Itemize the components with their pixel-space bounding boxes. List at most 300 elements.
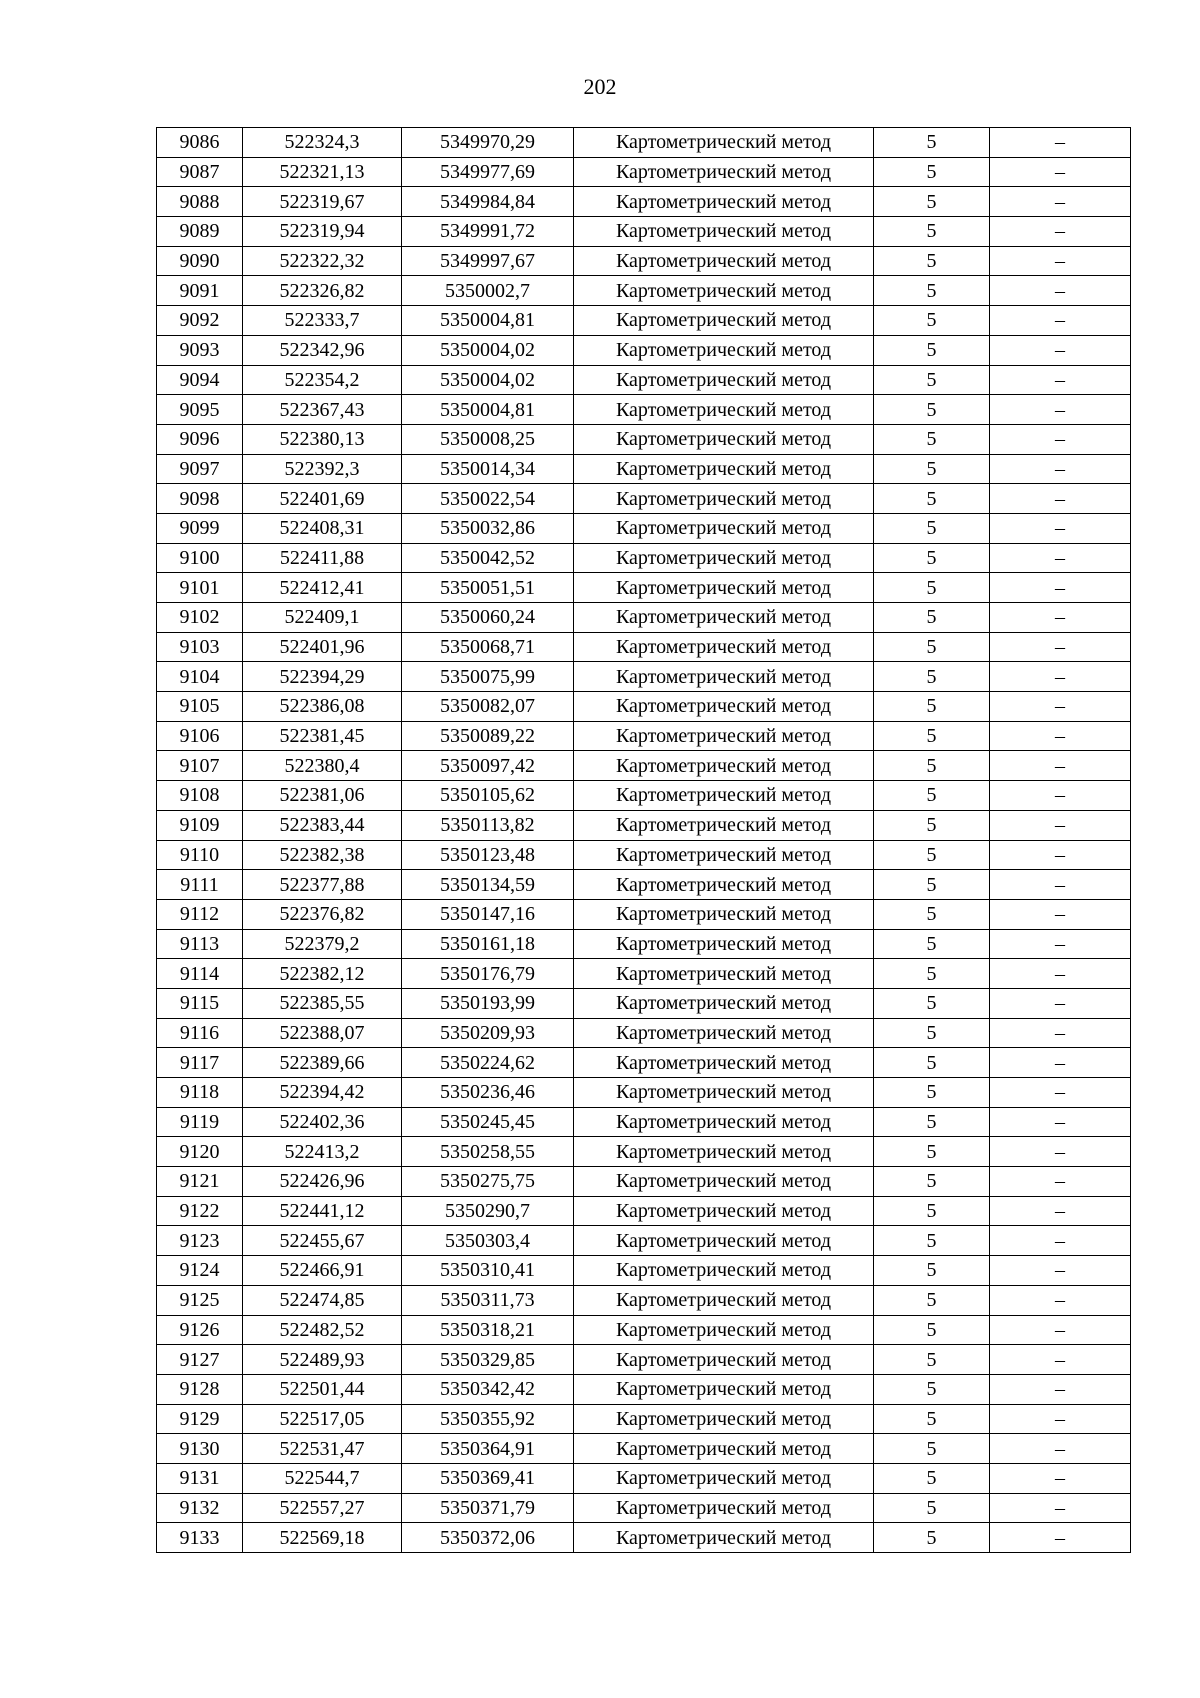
y-coordinate-cell: 5350372,06 [402, 1523, 574, 1553]
table-row [157, 781, 1131, 811]
y-coordinate-cell: 5350303,4 [402, 1226, 574, 1256]
description-cell: – [990, 128, 1131, 158]
x-coordinate-cell: 522322,32 [243, 246, 402, 276]
x-coordinate-cell: 522466,91 [243, 1256, 402, 1286]
point-number-cell: 9094 [157, 365, 243, 395]
accuracy-cell: 5 [874, 899, 990, 929]
accuracy-cell: 5 [874, 870, 990, 900]
description-cell: – [990, 632, 1131, 662]
method-cell: Картометрический метод [574, 929, 874, 959]
y-coordinate-cell: 5350161,18 [402, 929, 574, 959]
accuracy-cell: 5 [874, 959, 990, 989]
description-cell: – [990, 1078, 1131, 1108]
point-number-cell: 9132 [157, 1493, 243, 1523]
y-coordinate-cell: 5350209,93 [402, 1018, 574, 1048]
description-cell: – [990, 454, 1131, 484]
table-row [157, 454, 1131, 484]
accuracy-cell: 5 [874, 1167, 990, 1197]
table-row [157, 840, 1131, 870]
point-number-cell: 9126 [157, 1315, 243, 1345]
method-cell: Картометрический метод [574, 128, 874, 158]
accuracy-cell: 5 [874, 1463, 990, 1493]
point-number-cell: 9100 [157, 543, 243, 573]
method-cell: Картометрический метод [574, 721, 874, 751]
y-coordinate-cell: 5349991,72 [402, 217, 574, 247]
description-cell: – [990, 1048, 1131, 1078]
y-coordinate-cell: 5349970,29 [402, 128, 574, 158]
x-coordinate-cell: 522326,82 [243, 276, 402, 306]
method-cell: Картометрический метод [574, 840, 874, 870]
method-cell: Картометрический метод [574, 187, 874, 217]
point-number-cell: 9106 [157, 721, 243, 751]
point-number-cell: 9107 [157, 751, 243, 781]
accuracy-cell: 5 [874, 1137, 990, 1167]
description-cell: – [990, 424, 1131, 454]
x-coordinate-cell: 522409,1 [243, 603, 402, 633]
point-number-cell: 9128 [157, 1374, 243, 1404]
method-cell: Картометрический метод [574, 306, 874, 336]
description-cell: – [990, 1256, 1131, 1286]
point-number-cell: 9123 [157, 1226, 243, 1256]
x-coordinate-cell: 522557,27 [243, 1493, 402, 1523]
accuracy-cell: 5 [874, 1107, 990, 1137]
table-row [157, 1226, 1131, 1256]
method-cell: Картометрический метод [574, 395, 874, 425]
point-number-cell: 9116 [157, 1018, 243, 1048]
method-cell: Картометрический метод [574, 1493, 874, 1523]
y-coordinate-cell: 5350002,7 [402, 276, 574, 306]
x-coordinate-cell: 522321,13 [243, 157, 402, 187]
point-number-cell: 9091 [157, 276, 243, 306]
accuracy-cell: 5 [874, 543, 990, 573]
method-cell: Картометрический метод [574, 276, 874, 306]
method-cell: Картометрический метод [574, 988, 874, 1018]
point-number-cell: 9117 [157, 1048, 243, 1078]
method-cell: Картометрический метод [574, 603, 874, 633]
method-cell: Картометрический метод [574, 1048, 874, 1078]
point-number-cell: 9088 [157, 187, 243, 217]
table-row [157, 543, 1131, 573]
description-cell: – [990, 721, 1131, 751]
x-coordinate-cell: 522380,13 [243, 424, 402, 454]
x-coordinate-cell: 522482,52 [243, 1315, 402, 1345]
description-cell: – [990, 1137, 1131, 1167]
method-cell: Картометрический метод [574, 484, 874, 514]
method-cell: Картометрический метод [574, 543, 874, 573]
y-coordinate-cell: 5350004,02 [402, 365, 574, 395]
table-row [157, 988, 1131, 1018]
point-number-cell: 9114 [157, 959, 243, 989]
method-cell: Картометрический метод [574, 1078, 874, 1108]
point-number-cell: 9112 [157, 899, 243, 929]
description-cell: – [990, 988, 1131, 1018]
accuracy-cell: 5 [874, 1078, 990, 1108]
description-cell: – [990, 365, 1131, 395]
accuracy-cell: 5 [874, 484, 990, 514]
method-cell: Картометрический метод [574, 662, 874, 692]
accuracy-cell: 5 [874, 276, 990, 306]
y-coordinate-cell: 5350134,59 [402, 870, 574, 900]
method-cell: Картометрический метод [574, 335, 874, 365]
accuracy-cell: 5 [874, 246, 990, 276]
y-coordinate-cell: 5350022,54 [402, 484, 574, 514]
description-cell: – [990, 662, 1131, 692]
x-coordinate-cell: 522333,7 [243, 306, 402, 336]
method-cell: Картометрический метод [574, 1463, 874, 1493]
y-coordinate-cell: 5350097,42 [402, 751, 574, 781]
point-number-cell: 9101 [157, 573, 243, 603]
point-number-cell: 9104 [157, 662, 243, 692]
accuracy-cell: 5 [874, 692, 990, 722]
y-coordinate-cell: 5350014,34 [402, 454, 574, 484]
point-number-cell: 9108 [157, 781, 243, 811]
accuracy-cell: 5 [874, 1048, 990, 1078]
accuracy-cell: 5 [874, 721, 990, 751]
method-cell: Картометрический метод [574, 1404, 874, 1434]
x-coordinate-cell: 522342,96 [243, 335, 402, 365]
table-row [157, 1345, 1131, 1375]
x-coordinate-cell: 522569,18 [243, 1523, 402, 1553]
table-row [157, 365, 1131, 395]
table-row [157, 246, 1131, 276]
table-row [157, 959, 1131, 989]
point-number-cell: 9103 [157, 632, 243, 662]
accuracy-cell: 5 [874, 454, 990, 484]
accuracy-cell: 5 [874, 1226, 990, 1256]
description-cell: – [990, 306, 1131, 336]
point-number-cell: 9096 [157, 424, 243, 454]
accuracy-cell: 5 [874, 632, 990, 662]
table-row [157, 1107, 1131, 1137]
y-coordinate-cell: 5350258,55 [402, 1137, 574, 1167]
table-row [157, 1196, 1131, 1226]
point-number-cell: 9133 [157, 1523, 243, 1553]
method-cell: Картометрический метод [574, 1196, 874, 1226]
point-number-cell: 9087 [157, 157, 243, 187]
method-cell: Картометрический метод [574, 365, 874, 395]
accuracy-cell: 5 [874, 335, 990, 365]
x-coordinate-cell: 522408,31 [243, 513, 402, 543]
description-cell: – [990, 810, 1131, 840]
table-row [157, 1285, 1131, 1315]
y-coordinate-cell: 5350060,24 [402, 603, 574, 633]
table-row [157, 1078, 1131, 1108]
description-cell: – [990, 603, 1131, 633]
point-number-cell: 9099 [157, 513, 243, 543]
method-cell: Картометрический метод [574, 632, 874, 662]
description-cell: – [990, 395, 1131, 425]
point-number-cell: 9122 [157, 1196, 243, 1226]
description-cell: – [990, 1493, 1131, 1523]
x-coordinate-cell: 522544,7 [243, 1463, 402, 1493]
y-coordinate-cell: 5350371,79 [402, 1493, 574, 1523]
method-cell: Картометрический метод [574, 1226, 874, 1256]
x-coordinate-cell: 522426,96 [243, 1167, 402, 1197]
x-coordinate-cell: 522367,43 [243, 395, 402, 425]
x-coordinate-cell: 522517,05 [243, 1404, 402, 1434]
y-coordinate-cell: 5350004,81 [402, 395, 574, 425]
accuracy-cell: 5 [874, 1493, 990, 1523]
accuracy-cell: 5 [874, 1434, 990, 1464]
y-coordinate-cell: 5350310,41 [402, 1256, 574, 1286]
x-coordinate-cell: 522386,08 [243, 692, 402, 722]
x-coordinate-cell: 522413,2 [243, 1137, 402, 1167]
accuracy-cell: 5 [874, 187, 990, 217]
method-cell: Картометрический метод [574, 781, 874, 811]
table-row [157, 1256, 1131, 1286]
x-coordinate-cell: 522455,67 [243, 1226, 402, 1256]
point-number-cell: 9121 [157, 1167, 243, 1197]
x-coordinate-cell: 522474,85 [243, 1285, 402, 1315]
y-coordinate-cell: 5350075,99 [402, 662, 574, 692]
y-coordinate-cell: 5350105,62 [402, 781, 574, 811]
description-cell: – [990, 870, 1131, 900]
point-number-cell: 9130 [157, 1434, 243, 1464]
method-cell: Картометрический метод [574, 1285, 874, 1315]
x-coordinate-cell: 522489,93 [243, 1345, 402, 1375]
point-number-cell: 9097 [157, 454, 243, 484]
y-coordinate-cell: 5350369,41 [402, 1463, 574, 1493]
description-cell: – [990, 692, 1131, 722]
x-coordinate-cell: 522381,06 [243, 781, 402, 811]
table-row [157, 692, 1131, 722]
point-number-cell: 9111 [157, 870, 243, 900]
y-coordinate-cell: 5350082,07 [402, 692, 574, 722]
point-number-cell: 9124 [157, 1256, 243, 1286]
y-coordinate-cell: 5350004,81 [402, 306, 574, 336]
x-coordinate-cell: 522402,36 [243, 1107, 402, 1137]
table-row [157, 721, 1131, 751]
method-cell: Картометрический метод [574, 454, 874, 484]
y-coordinate-cell: 5349977,69 [402, 157, 574, 187]
description-cell: – [990, 1167, 1131, 1197]
x-coordinate-cell: 522531,47 [243, 1434, 402, 1464]
point-number-cell: 9129 [157, 1404, 243, 1434]
accuracy-cell: 5 [874, 1345, 990, 1375]
point-number-cell: 9092 [157, 306, 243, 336]
y-coordinate-cell: 5350123,48 [402, 840, 574, 870]
table-row [157, 573, 1131, 603]
accuracy-cell: 5 [874, 662, 990, 692]
x-coordinate-cell: 522324,3 [243, 128, 402, 158]
point-number-cell: 9093 [157, 335, 243, 365]
table-row [157, 751, 1131, 781]
method-cell: Картометрический метод [574, 1167, 874, 1197]
description-cell: – [990, 157, 1131, 187]
x-coordinate-cell: 522379,2 [243, 929, 402, 959]
table-row [157, 395, 1131, 425]
description-cell: – [990, 1434, 1131, 1464]
description-cell: – [990, 1345, 1131, 1375]
point-number-cell: 9120 [157, 1137, 243, 1167]
x-coordinate-cell: 522383,44 [243, 810, 402, 840]
accuracy-cell: 5 [874, 424, 990, 454]
x-coordinate-cell: 522381,45 [243, 721, 402, 751]
table-row [157, 217, 1131, 247]
accuracy-cell: 5 [874, 781, 990, 811]
description-cell: – [990, 276, 1131, 306]
accuracy-cell: 5 [874, 1523, 990, 1553]
description-cell: – [990, 217, 1131, 247]
x-coordinate-cell: 522388,07 [243, 1018, 402, 1048]
table-row [157, 1463, 1131, 1493]
description-cell: – [990, 1226, 1131, 1256]
x-coordinate-cell: 522401,69 [243, 484, 402, 514]
method-cell: Картометрический метод [574, 1137, 874, 1167]
x-coordinate-cell: 522501,44 [243, 1374, 402, 1404]
table-row [157, 187, 1131, 217]
x-coordinate-cell: 522382,38 [243, 840, 402, 870]
point-number-cell: 9113 [157, 929, 243, 959]
x-coordinate-cell: 522385,55 [243, 988, 402, 1018]
x-coordinate-cell: 522319,67 [243, 187, 402, 217]
point-number-cell: 9098 [157, 484, 243, 514]
description-cell: – [990, 751, 1131, 781]
description-cell: – [990, 1404, 1131, 1434]
table-row [157, 1493, 1131, 1523]
y-coordinate-cell: 5350147,16 [402, 899, 574, 929]
table-row [157, 1048, 1131, 1078]
description-cell: – [990, 1374, 1131, 1404]
x-coordinate-cell: 522392,3 [243, 454, 402, 484]
y-coordinate-cell: 5350113,82 [402, 810, 574, 840]
point-number-cell: 9125 [157, 1285, 243, 1315]
x-coordinate-cell: 522412,41 [243, 573, 402, 603]
accuracy-cell: 5 [874, 929, 990, 959]
accuracy-cell: 5 [874, 1374, 990, 1404]
table-row [157, 929, 1131, 959]
table-row [157, 1434, 1131, 1464]
table-row [157, 1374, 1131, 1404]
x-coordinate-cell: 522401,96 [243, 632, 402, 662]
point-number-cell: 9102 [157, 603, 243, 633]
accuracy-cell: 5 [874, 840, 990, 870]
method-cell: Картометрический метод [574, 899, 874, 929]
accuracy-cell: 5 [874, 988, 990, 1018]
table-row [157, 1137, 1131, 1167]
method-cell: Картометрический метод [574, 246, 874, 276]
accuracy-cell: 5 [874, 395, 990, 425]
description-cell: – [990, 1018, 1131, 1048]
table-row [157, 1167, 1131, 1197]
accuracy-cell: 5 [874, 217, 990, 247]
x-coordinate-cell: 522394,42 [243, 1078, 402, 1108]
method-cell: Картометрический метод [574, 513, 874, 543]
x-coordinate-cell: 522354,2 [243, 365, 402, 395]
accuracy-cell: 5 [874, 365, 990, 395]
description-cell: – [990, 840, 1131, 870]
method-cell: Картометрический метод [574, 1345, 874, 1375]
description-cell: – [990, 1196, 1131, 1226]
table-row [157, 603, 1131, 633]
page-number: 202 [583, 74, 617, 99]
method-cell: Картометрический метод [574, 1018, 874, 1048]
description-cell: – [990, 929, 1131, 959]
accuracy-cell: 5 [874, 128, 990, 158]
point-number-cell: 9119 [157, 1107, 243, 1137]
accuracy-cell: 5 [874, 810, 990, 840]
description-cell: – [990, 959, 1131, 989]
point-number-cell: 9115 [157, 988, 243, 1018]
point-number-cell: 9109 [157, 810, 243, 840]
description-cell: – [990, 187, 1131, 217]
y-coordinate-cell: 5350042,52 [402, 543, 574, 573]
description-cell: – [990, 781, 1131, 811]
y-coordinate-cell: 5350068,71 [402, 632, 574, 662]
x-coordinate-cell: 522319,94 [243, 217, 402, 247]
accuracy-cell: 5 [874, 157, 990, 187]
description-cell: – [990, 1107, 1131, 1137]
point-number-cell: 9105 [157, 692, 243, 722]
table-row [157, 276, 1131, 306]
x-coordinate-cell: 522377,88 [243, 870, 402, 900]
y-coordinate-cell: 5350032,86 [402, 513, 574, 543]
table-row [157, 157, 1131, 187]
y-coordinate-cell: 5350342,42 [402, 1374, 574, 1404]
point-number-cell: 9131 [157, 1463, 243, 1493]
y-coordinate-cell: 5350290,7 [402, 1196, 574, 1226]
accuracy-cell: 5 [874, 306, 990, 336]
description-cell: – [990, 899, 1131, 929]
description-cell: – [990, 1315, 1131, 1345]
table-row [157, 484, 1131, 514]
point-number-cell: 9089 [157, 217, 243, 247]
table-row [157, 1404, 1131, 1434]
accuracy-cell: 5 [874, 573, 990, 603]
point-number-cell: 9127 [157, 1345, 243, 1375]
method-cell: Картометрический метод [574, 1256, 874, 1286]
accuracy-cell: 5 [874, 1018, 990, 1048]
method-cell: Картометрический метод [574, 1107, 874, 1137]
y-coordinate-cell: 5350089,22 [402, 721, 574, 751]
description-cell: – [990, 1285, 1131, 1315]
point-number-cell: 9086 [157, 128, 243, 158]
table-row [157, 1523, 1131, 1553]
method-cell: Картометрический метод [574, 217, 874, 247]
table-row [157, 424, 1131, 454]
y-coordinate-cell: 5349984,84 [402, 187, 574, 217]
x-coordinate-cell: 522394,29 [243, 662, 402, 692]
y-coordinate-cell: 5350004,02 [402, 335, 574, 365]
description-cell: – [990, 246, 1131, 276]
description-cell: – [990, 335, 1131, 365]
method-cell: Картометрический метод [574, 692, 874, 722]
accuracy-cell: 5 [874, 751, 990, 781]
x-coordinate-cell: 522411,88 [243, 543, 402, 573]
point-number-cell: 9095 [157, 395, 243, 425]
method-cell: Картометрический метод [574, 1315, 874, 1345]
accuracy-cell: 5 [874, 1315, 990, 1345]
method-cell: Картометрический метод [574, 870, 874, 900]
y-coordinate-cell: 5350224,62 [402, 1048, 574, 1078]
method-cell: Картометрический метод [574, 424, 874, 454]
table-row [157, 306, 1131, 336]
y-coordinate-cell: 5350275,75 [402, 1167, 574, 1197]
table-row [157, 810, 1131, 840]
description-cell: – [990, 513, 1131, 543]
y-coordinate-cell: 5350051,51 [402, 573, 574, 603]
y-coordinate-cell: 5350245,45 [402, 1107, 574, 1137]
y-coordinate-cell: 5350364,91 [402, 1434, 574, 1464]
point-number-cell: 9118 [157, 1078, 243, 1108]
y-coordinate-cell: 5350193,99 [402, 988, 574, 1018]
method-cell: Картометрический метод [574, 959, 874, 989]
point-number-cell: 9090 [157, 246, 243, 276]
description-cell: – [990, 1523, 1131, 1553]
coordinates-table-body [157, 128, 1131, 1553]
point-number-cell: 9110 [157, 840, 243, 870]
table-row [157, 870, 1131, 900]
